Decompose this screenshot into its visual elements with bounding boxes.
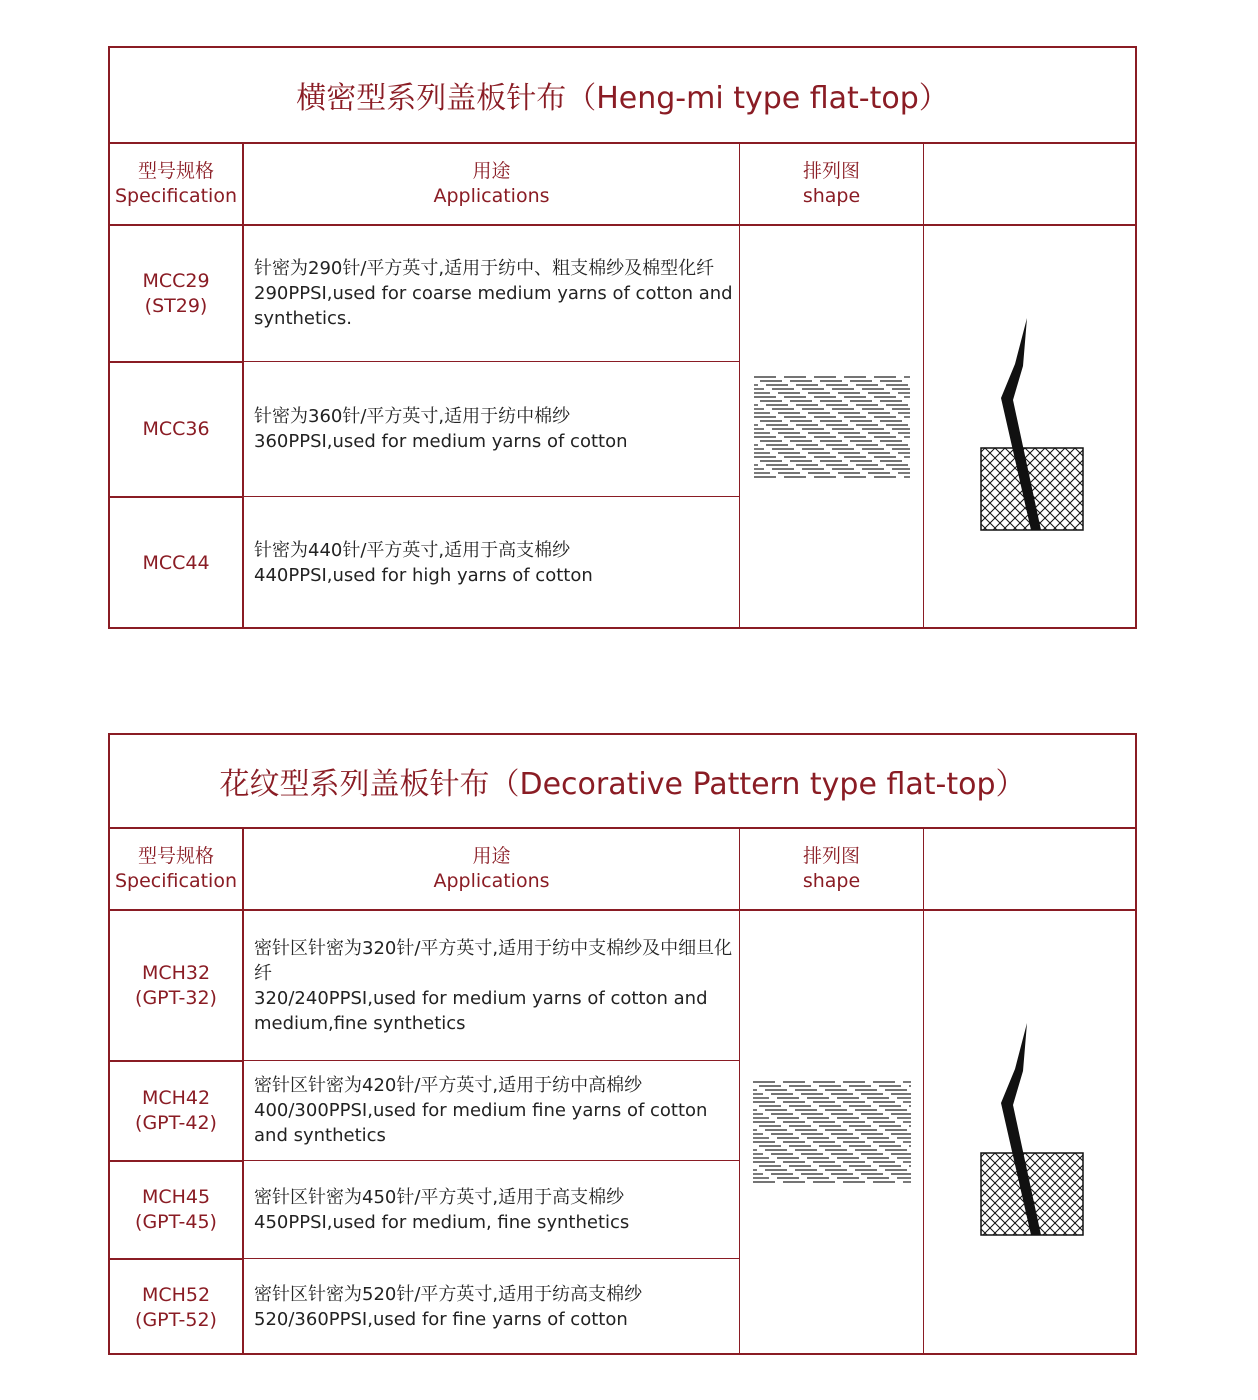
- application-cn: 密针区针密为520针/平方英寸,适用于纺高支棉纱: [254, 1284, 643, 1305]
- table-heng-mi: [108, 46, 1137, 629]
- model-alt: (ST29): [144, 294, 208, 317]
- spec-column: [110, 911, 244, 1355]
- header-blank: [924, 144, 1135, 224]
- model-code: MCC36: [142, 418, 210, 440]
- arrangement-diagram-cell: [740, 226, 924, 629]
- application-en: 400/300PPSI,used for medium fine yarns of cotton and synthetics: [254, 1100, 708, 1146]
- model-alt: (GPT-42): [135, 1112, 217, 1134]
- spec-column: [110, 226, 244, 629]
- arrangement-pattern-image: [754, 375, 910, 481]
- application-en: 320/240PPSI,used for medium yarns of cotton and medium,fine synthetics: [254, 987, 708, 1034]
- table-title: 横密型系列盖板针布（Heng-mi type flat-top）: [110, 48, 1135, 144]
- header-spec-en: Specification: [115, 870, 237, 892]
- model-alt: (GPT-52): [135, 1308, 217, 1331]
- header-specification: [110, 144, 244, 224]
- header-app-cn: 用途: [472, 845, 511, 867]
- model-alt: (GPT-45): [135, 1211, 217, 1233]
- header-shape-en: shape: [802, 185, 861, 207]
- wire-profile-cell: [924, 226, 1135, 629]
- table-header: [110, 144, 1135, 226]
- application-cn: 针密为440针/平方英寸,适用于高支棉纱: [254, 540, 571, 561]
- application-cell: [244, 1160, 740, 1258]
- model-code: MCH42: [141, 1087, 211, 1109]
- header-shape-cn: 排列图: [802, 845, 860, 867]
- table-body: [110, 911, 1135, 1355]
- applications-column: [244, 911, 740, 1355]
- application-cell: [244, 1060, 740, 1160]
- spec-cell: [110, 1160, 244, 1258]
- spec-cell: [110, 911, 244, 1060]
- application-en: 290PPSI,used for coarse medium yarns of cotton and synthetics.: [254, 283, 733, 329]
- application-cn: 密针区针密为420针/平方英寸,适用于纺中高棉纱: [254, 1075, 643, 1096]
- application-cn: 密针区针密为320针/平方英寸,适用于纺中支棉纱及中细旦化纤: [254, 937, 733, 984]
- application-cell: [244, 361, 740, 496]
- spec-cell: [110, 1258, 244, 1355]
- model-code: MCC44: [142, 552, 210, 574]
- application-cn: 密针区针密为450针/平方英寸,适用于高支棉纱: [254, 1186, 625, 1208]
- table-header: [110, 829, 1135, 911]
- header-shape: [740, 144, 924, 224]
- arrangement-diagram-cell: [740, 911, 924, 1355]
- application-cell: [244, 226, 740, 361]
- application-en: 450PPSI,used for medium, fine synthetics: [254, 1211, 630, 1233]
- model-alt: (GPT-32): [135, 986, 217, 1009]
- table-body: [110, 226, 1135, 629]
- model-code: MCH32: [141, 961, 211, 984]
- application-cell: [244, 496, 740, 629]
- wire-profile-image: [975, 318, 1085, 538]
- header-applications: [244, 829, 740, 909]
- table-decorative-pattern: [108, 733, 1137, 1355]
- wire-profile-image: [975, 1023, 1085, 1243]
- spec-cell: [110, 361, 244, 496]
- application-cell: [244, 1258, 740, 1355]
- application-en: 440PPSI,used for high yarns of cotton: [254, 565, 593, 586]
- header-shape-en: shape: [802, 870, 861, 892]
- application-cn: 针密为290针/平方英寸,适用于纺中、粗支棉纱及棉型化纤: [254, 258, 715, 279]
- header-app-en: Applications: [433, 870, 550, 892]
- model-code: MCC29: [142, 269, 210, 292]
- application-cell: [244, 911, 740, 1060]
- header-app-en: Applications: [433, 185, 550, 207]
- header-spec-en: Specification: [115, 185, 237, 207]
- applications-column: [244, 226, 740, 629]
- model-code: MCH45: [141, 1186, 211, 1208]
- header-shape: [740, 829, 924, 909]
- header-app-cn: 用途: [472, 160, 511, 182]
- header-spec-cn: 型号规格: [137, 160, 214, 182]
- spec-cell: [110, 226, 244, 361]
- header-specification: [110, 829, 244, 909]
- spec-cell: [110, 496, 244, 629]
- header-applications: [244, 144, 740, 224]
- header-shape-cn: 排列图: [802, 160, 860, 182]
- header-blank: [924, 829, 1135, 909]
- table-title: 花纹型系列盖板针布（Decorative Pattern type flat-top）: [110, 735, 1135, 829]
- wire-profile-cell: [924, 911, 1135, 1355]
- header-spec-cn: 型号规格: [137, 845, 214, 867]
- application-cn: 针密为360针/平方英寸,适用于纺中棉纱: [254, 406, 571, 427]
- model-code: MCH52: [141, 1283, 211, 1306]
- arrangement-pattern-image: [753, 1080, 911, 1186]
- application-en: 520/360PPSI,used for fine yarns of cotton: [254, 1309, 628, 1330]
- spec-cell: [110, 1060, 244, 1160]
- application-en: 360PPSI,used for medium yarns of cotton: [254, 431, 628, 452]
